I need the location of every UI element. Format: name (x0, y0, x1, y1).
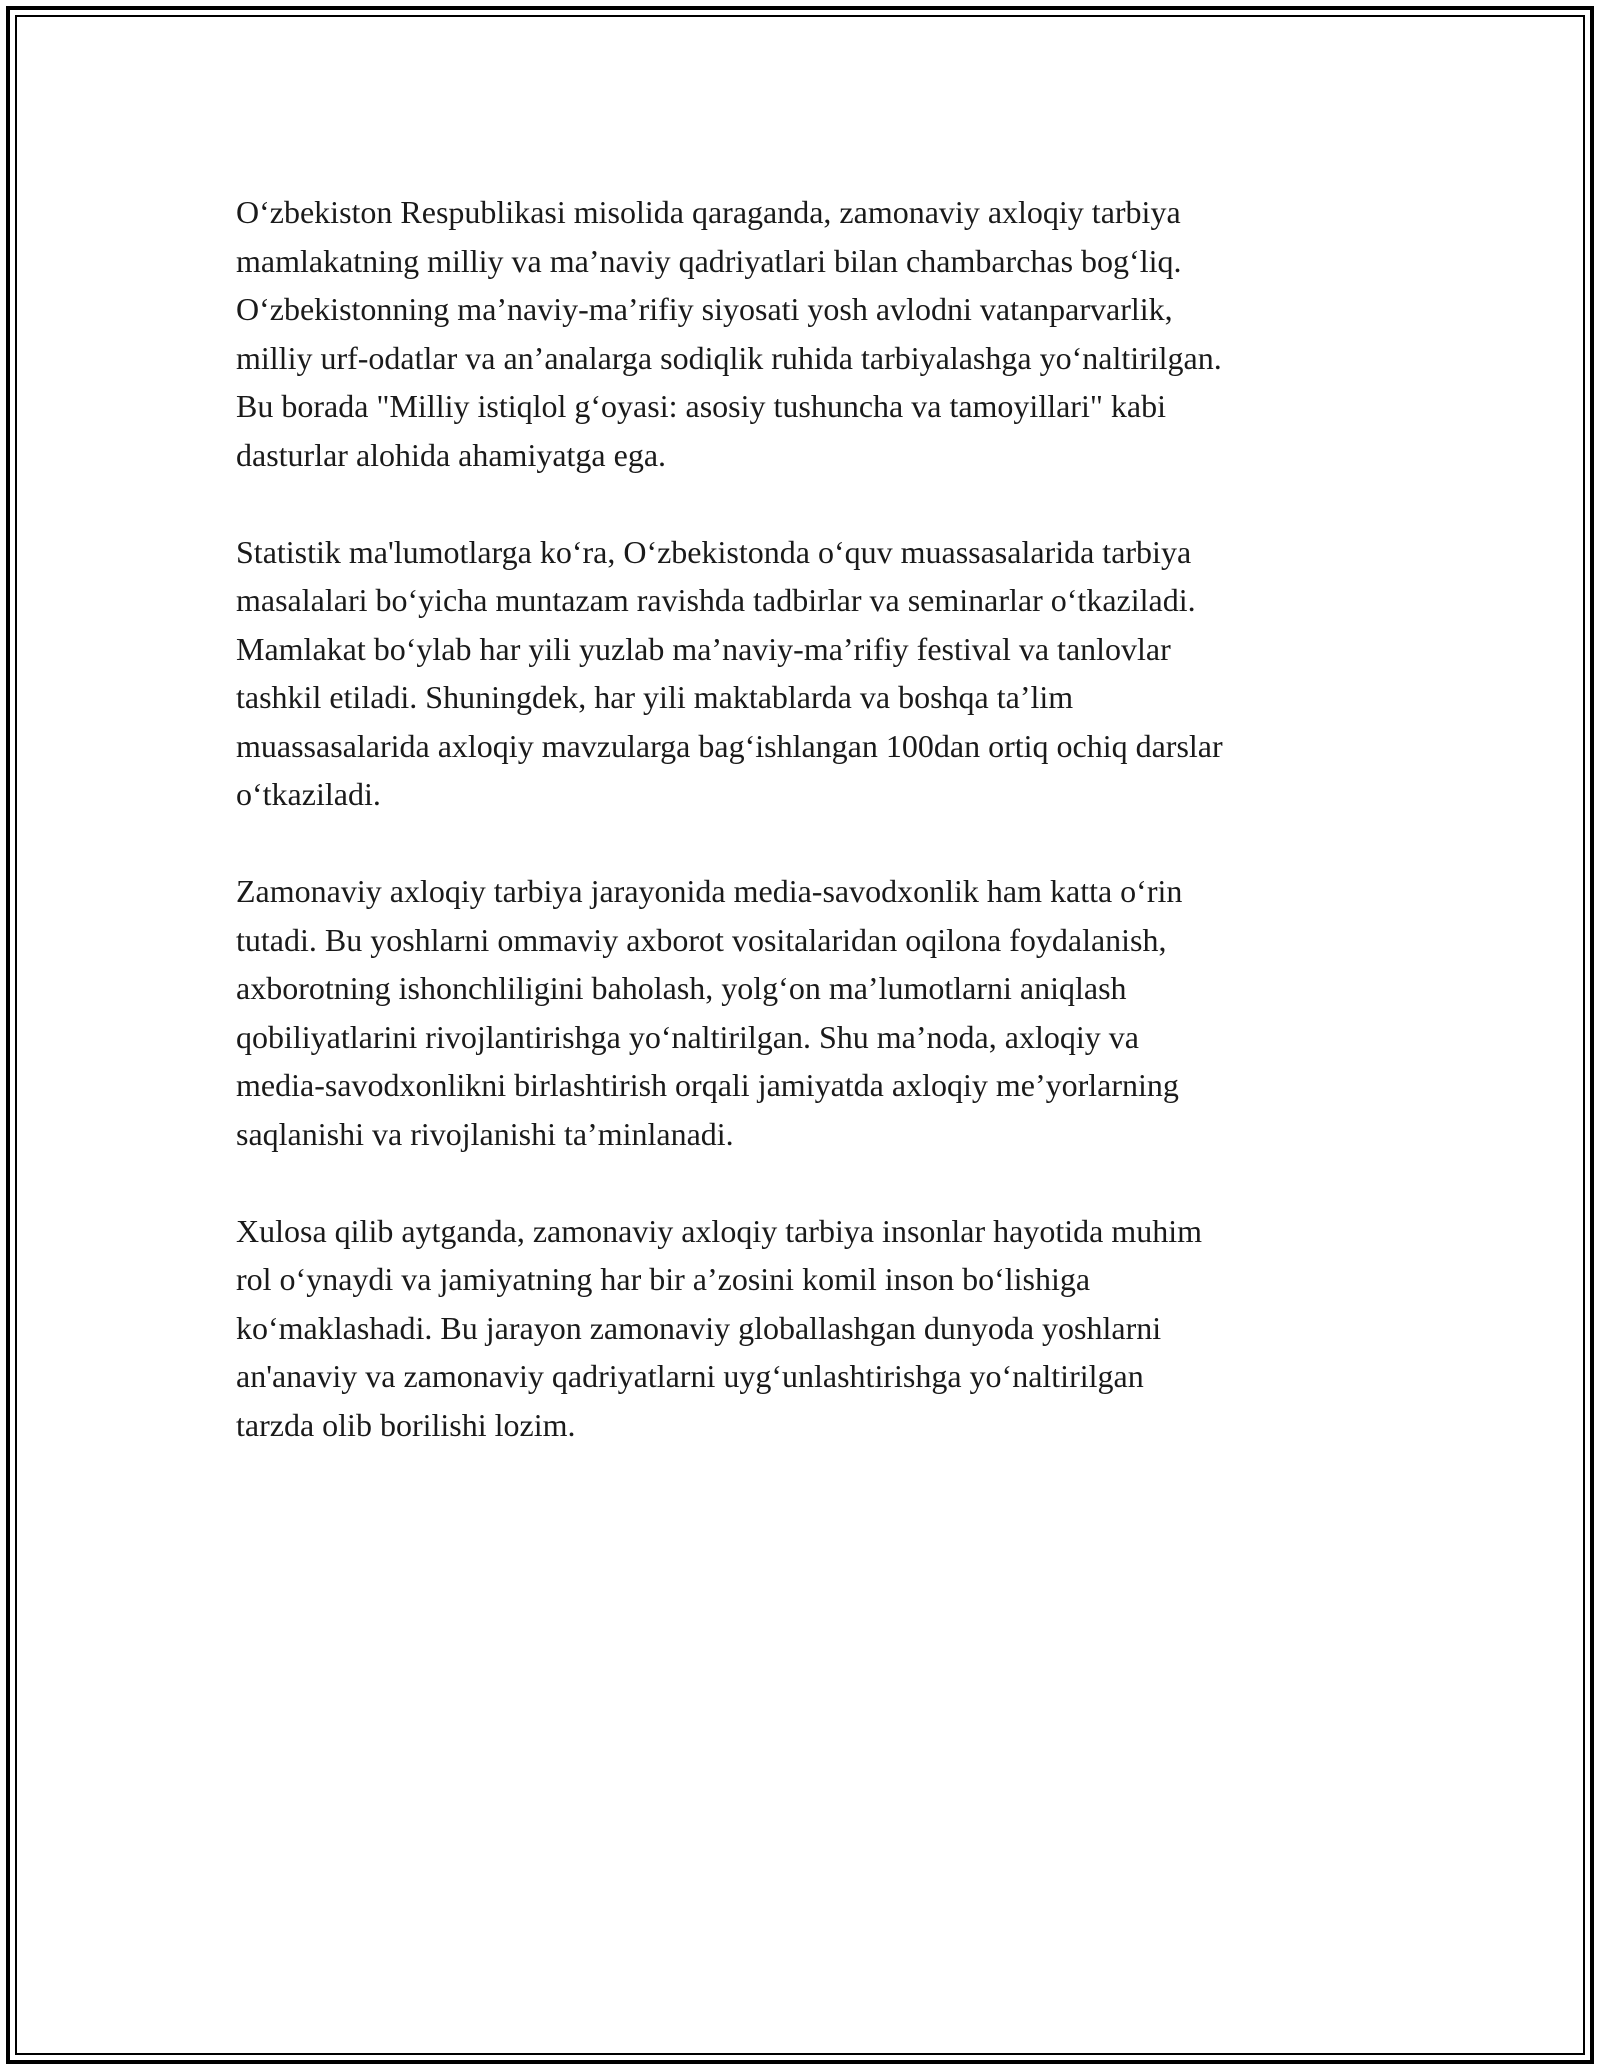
paragraph-1: O‘zbekiston Respublikasi misolida qaraganda, zamonaviy axloqiy tarbiya mamlakatning milliy va ma’naviy qadriyatlari bilan chambarchas bog‘liq. O‘zbekistonning ma’naviy-ma’rifiy siyosati yosh avlodni vatanparvarlik, milliy urf-odatlar va an’analarga sodiqlik ruhida tarbiyalashga yo‘naltirilgan. Bu borada "Milliy istiqlol g‘oyasi: asosiy tushuncha va tamoyillari" kabi dasturlar alohida ahamiyatga ega. (236, 194, 1222, 473)
paragraph-4: Xulosa qilib aytganda, zamonaviy axloqiy tarbiya insonlar hayotida muhim rol o‘ynaydi va jamiyatning har bir a’zosini komil inson bo‘lishiga ko‘maklashadi. Bu jarayon zamonaviy globallashgan dunyoda yoshlarni an'anaviy va zamonaviy qadriyatlarni uyg‘unlashtirishga yo‘naltirilgan tarzda olib borilishi lozim. (236, 1212, 1202, 1443)
paragraph-2: Statistik ma'lumotlarga ko‘ra, O‘zbekistonda o‘quv muassasalarida tarbiya masalalari bo‘yicha muntazam ravishda tadbirlar va seminarlar o‘tkaziladi. Mamlakat bo‘ylab har yili yuzlab ma’naviy-ma’rifiy festival va tanlovlar tashkil etiladi. Shuningdek, har yili maktablarda va boshqa ta’lim muassasalarida axloqiy mavzularga bag‘ishlangan 100dan ortiq ochiq darslar o‘tkaziladi. (236, 533, 1223, 812)
document-body (236, 188, 1386, 1498)
paragraph-3: Zamonaviy axloqiy tarbiya jarayonida media-savodxonlik ham katta o‘rin tutadi. Bu yoshlarni ommaviy axborot vositalaridan oqilona foydalanish, axborotning ishonchliligini baholash, yolg‘on ma’lumotlarni aniqlash qobiliyatlarini rivojlantirishga yo‘naltirilgan. Shu ma’noda, axloqiy va media-savodxonlikni birlashtirish orqali jamiyatda axloqiy me’yorlarning saqlanishi va rivojlanishi ta’minlanadi. (236, 873, 1183, 1152)
